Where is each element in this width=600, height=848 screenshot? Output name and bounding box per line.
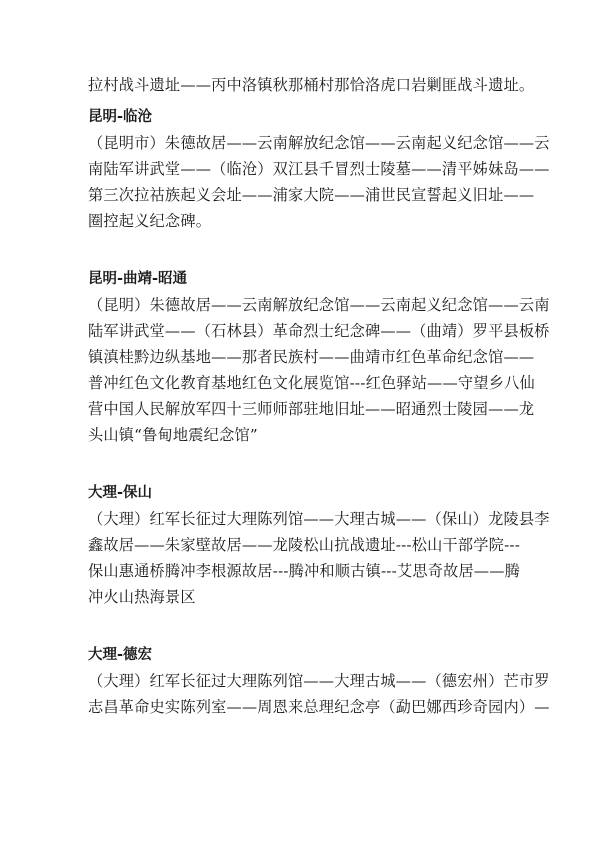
intro-paragraph [88,72,535,98]
section-kunming-qujing-zhaotong [88,266,550,448]
section-heading: 大理-德宏 [88,647,153,663]
section-spacer [88,448,520,476]
paragraph-line: 保山惠通桥腾冲李根源故居---腾冲和顺古镇---艾思奇故居——腾 [88,562,521,580]
section-spacer [88,234,520,262]
paragraph-line: 拉村战斗遗址——丙中洛镇秋那桶村那恰洛虎口岩剿匪战斗遗址。 [88,76,535,94]
paragraph-line: 普冲红色文化教育基地红色文化展览馆---红色驿站——守望乡八仙 [88,374,535,392]
paragraph-line: 头山镇“鲁甸地震纪念馆” [88,426,258,444]
paragraph-line: 陆军讲武堂——（石林县）革命烈士纪念碑——（曲靖）罗平县板桥 [88,322,550,340]
paragraph-line: （大理）红军长征过大理陈列馆——大理古城——（德宏州）芒市罗 [88,672,550,690]
section-dali-baoshan [88,480,550,610]
paragraph-line: （昆明）朱德故居——云南解放纪念馆——云南起义纪念馆——云南 [88,296,550,314]
section-dali-dehong [88,642,550,720]
paragraph-line: 第三次拉祜族起义会址——浦家大院——浦世民宣誓起义旧址—— [88,186,535,204]
paragraph-line: 镇滇桂黔边纵基地——那者民族村——曲靖市红色革命纪念馆—— [88,348,535,366]
paragraph-line: （大理）红军长征过大理陈列馆——大理古城——（保山）龙陵县李 [88,510,550,528]
section-heading: 昆明-临沧 [88,109,153,125]
paragraph-line: 冲火山热海景区 [88,588,196,606]
paragraph-line: 鑫故居——朱家壁故居——龙陵松山抗战遗址---松山干部学院--- [88,536,521,554]
section-kunming-lincang [88,104,550,234]
section-heading: 昆明-曲靖-昭通 [88,271,188,287]
paragraph-line: 南陆军讲武堂——（临沧）双江县千冒烈士陵墓——清平姊妹岛—— [88,160,550,178]
section-heading: 大理-保山 [88,485,153,501]
paragraph-line: 营中国人民解放军四十三师师部驻地旧址——昭通烈士陵园——龙 [88,400,535,418]
paragraph-line: 志昌革命史实陈列室——周恩来总理纪念亭（勐巴娜西珍奇园内）— [88,698,550,716]
document-page [88,72,550,720]
paragraph-line: 圈控起义纪念碑。 [88,212,212,230]
paragraph-line: （昆明市）朱德故居——云南解放纪念馆——云南起义纪念馆——云 [88,134,550,152]
section-spacer [88,610,520,638]
